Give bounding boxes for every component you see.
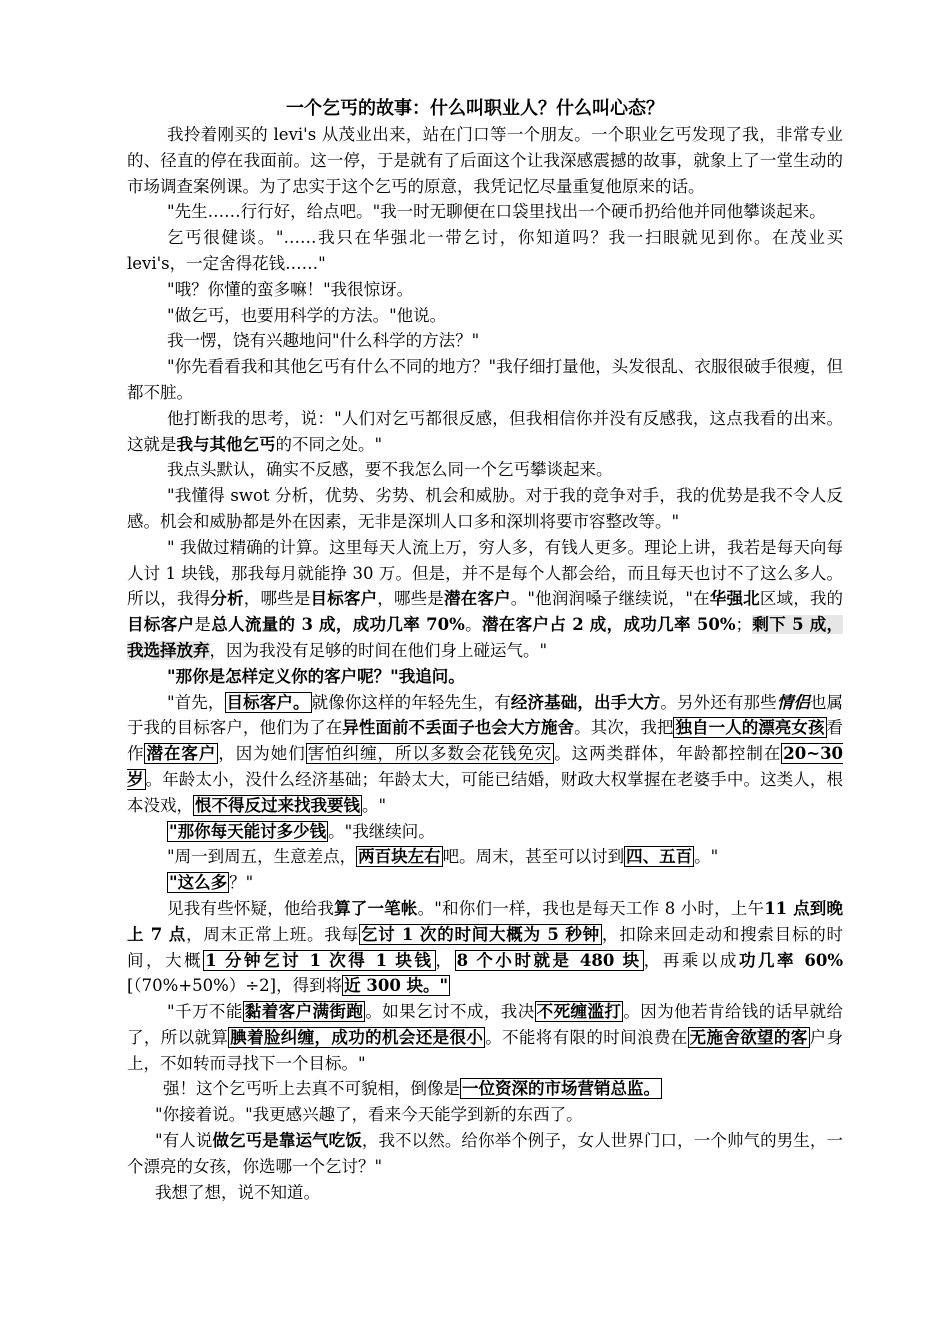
text: [（70%+50%）÷2]，得到将 <box>127 976 343 996</box>
boxed-text: 不死缠滥打 <box>536 1002 622 1022</box>
text: ，哪些是 <box>243 589 311 609</box>
paragraph-16 <box>127 870 843 896</box>
bold-text: 总人流量的 3 成，成功几率 70% <box>211 615 465 635</box>
text: 。" <box>694 847 719 867</box>
paragraph-9: 我点头默认，确实不反感，要不我怎么同一个乞丐攀谈起来。 <box>167 460 613 480</box>
paragraph-11 <box>127 535 843 664</box>
text: 户身上，不如转而寻找下一个目标。" <box>127 1027 844 1073</box>
document-body <box>127 122 843 1205</box>
text: ，扣除来回走动和搜索目标的时间，大概 <box>127 924 844 970</box>
bold-text: 经济基础，出手大方 <box>510 692 661 712</box>
text: 。年龄太小，没什么经济基础；年龄太大，可能已结婚，财政大权掌握在老婆手中。这类人，根本没戏， <box>127 769 844 815</box>
text: 。其次，我把 <box>574 718 674 738</box>
text: ，我不以然。给你举个例子，女人世界门口，一个帅气的男生，一个漂亮的女孩，你选哪一个乞讨？" <box>127 1131 844 1176</box>
document-title: 一个乞丐的故事：什么叫职业人？什么叫心态？ <box>286 98 664 119</box>
text: 他打断我的思考，说："人们对乞丐都很反感，但我相信你并没有反感我，这点我看的出来。这就是 <box>127 408 843 454</box>
boxed-text: 8 个小时就是 480 块 <box>456 950 642 970</box>
text: 。"他润润嗓子继续说，"在 <box>510 589 710 609</box>
text: ，因为她们 <box>218 744 306 764</box>
text: "首先， <box>167 692 225 712</box>
bold-text: 功几率 60% <box>738 950 844 970</box>
text: ，因为我没有足够的时间在他们身上碰运气。" <box>209 640 548 660</box>
bold-text: 潜在客户 <box>444 589 511 609</box>
paragraph-18 <box>127 999 843 1076</box>
paragraph-15 <box>127 844 843 870</box>
bold-text: 潜在客户占 2 成，成功几率 50% <box>481 615 736 635</box>
paragraph-8 <box>127 406 843 458</box>
paragraph-5: "做乞丐，也要用科学的方法。"他说。 <box>167 305 447 325</box>
boxed-text: 近 300 块。" <box>344 976 449 996</box>
boxed-text: "这么多 <box>169 873 228 893</box>
bold-text: 目标客户 <box>127 615 195 635</box>
text: 。" <box>362 795 387 815</box>
paragraph-22: 我想了想，说不知道。 <box>155 1182 320 1202</box>
text: ，哪些是 <box>377 589 444 609</box>
text: 吧。周末，甚至可以讨到 <box>442 847 625 867</box>
text: 。"我继续问。 <box>328 821 435 841</box>
text: 见我有些怀疑，他给我 <box>167 898 335 918</box>
bold-text: 我与其他乞丐 <box>176 434 276 454</box>
boxed-text: 目标客户。 <box>226 692 310 712</box>
paragraph-20: "你接着说。"我更感兴趣了，看来今天能学到新的东西了。 <box>155 1105 583 1125</box>
text: " 我做过精确的计算。这里每天人流上万，穷人多，有钱人更多。理论上讲，我若是每天向每人讨 1 块钱，那我每月就能挣 30 万。但是，并不是每个人都会给，而且每天也讨不了这么多人。所以，我得 <box>127 537 843 609</box>
text: 。另外还有那些 <box>660 692 777 712</box>
text: ， <box>435 950 455 970</box>
boxed-text: 1 分钟乞讨 1 次得 1 块钱 <box>205 950 434 970</box>
highlighted-text: 剩下 5 成，我选择放弃 <box>127 615 844 660</box>
boxed-text: 四、五百 <box>626 847 693 867</box>
paragraph-14 <box>127 819 843 845</box>
boxed-text: 无施舍欲望的客 <box>689 1027 808 1047</box>
paragraph-1: 我拎着刚买的 levi's 从茂业出来，站在门口等一个朋友。一个职业乞丐发现了我，非常专业的、径直的停在我面前。这一停，于是就有了后面这个让我深感震撼的故事，就象上了一堂生动的市场调查案例课。为了忠实于这个乞丐的原意，我凭记忆尽量重复他原来的话。 <box>127 125 843 196</box>
bold-text: 目标客户 <box>310 589 378 609</box>
paragraph-6: 我一愣，饶有兴趣地问"什么科学的方法？" <box>167 331 480 351</box>
paragraph-2: "先生……行行好，给点吧。"我一时无聊便在口袋里找出一个硬币扔给他并同他攀谈起来。 <box>167 202 826 222</box>
boxed-text: 腆着脸纠缠，成功的机会还是很小 <box>230 1027 484 1047</box>
paragraph-21 <box>127 1128 843 1180</box>
text: ？" <box>229 873 254 893</box>
boxed-text: 潜在客户 <box>146 744 217 764</box>
text: 。"和你们一样，我也是每天工作 8 小时，上午 <box>417 898 765 918</box>
bold-text: 算了一笔帐 <box>334 898 418 918</box>
text: 区域，我的 <box>759 589 844 609</box>
text: 。因为他若肯给钱的话早就给了，所以就算 <box>127 1002 844 1047</box>
paragraph-13 <box>127 690 843 819</box>
text: ，再乘以成 <box>643 950 739 970</box>
text: "千万不能 <box>167 1002 243 1022</box>
text: ，周末正常上班。我每 <box>186 924 359 944</box>
boxed-text: 恨不得反过来找我要钱 <box>195 795 360 815</box>
boxed-text: 黏着客户满街跑 <box>244 1002 364 1022</box>
bold-text: 华强北 <box>709 589 760 609</box>
paragraph-7: "你先看看我和其他乞丐有什么不同的地方？"我仔细打量他，头发很乱、衣服很破手很瘦，但都不脏。 <box>127 357 843 402</box>
text: 。不能将有限的时间浪费在 <box>485 1027 688 1047</box>
bold-text: 做乞丐是靠运气吃饭 <box>212 1131 362 1151</box>
text: 强！这个乞丐听上去真不可貌相，倒像是 <box>163 1079 460 1099</box>
paragraph-4: "哦？你懂的蛮多嘛！"我很惊讶。 <box>167 279 414 299</box>
text: ； <box>735 615 753 635</box>
text: 。 <box>464 615 482 635</box>
text: "周一到周五，生意差点， <box>167 847 357 867</box>
boxed-text: 20~30 岁 <box>127 744 844 789</box>
bold-text: 分析 <box>210 589 244 609</box>
boxed-text: 一位资深的市场营销总监。 <box>462 1079 660 1099</box>
text: 。如果乞讨不成，我决 <box>365 1002 535 1022</box>
text: 。这两类群体，年龄都控制在 <box>554 744 782 764</box>
italic-text: 情侣 <box>776 692 810 712</box>
paragraph-17 <box>127 896 843 999</box>
boxed-text: 害怕纠缠，所以多数会花钱免灾 <box>307 744 553 764</box>
text: 也属于我的目标客户，他们为了在 <box>127 692 844 738</box>
paragraph-3: 乞丐很健谈。"……我只在华强北一带乞讨，你知道吗？我一扫眼就见到你。在茂业买 levi's，一定舍得花钱……" <box>127 228 843 273</box>
text: 看作 <box>127 718 844 764</box>
boxed-text: 乞讨 1 次的时间大概为 5 秒钟 <box>360 924 600 944</box>
boxed-text: "那你每天能讨多少钱 <box>169 821 327 841</box>
boxed-text: 两百块左右 <box>358 847 441 867</box>
bold-text: 异性面前不丢面子也会大方施舍 <box>342 718 575 738</box>
bold-text: "那你是怎样定义你的客户呢？"我追问。 <box>167 666 465 686</box>
bold-text: 11 点到晚上 7 点 <box>127 898 844 944</box>
text: 是 <box>194 615 212 635</box>
paragraph-10: "我懂得 swot 分析，优势、劣势、机会和威胁。对于我的竞争对手，我的优势是我不令人反感。机会和威胁都是外在因素，无非是深圳人口多和深圳将要市容整改等。" <box>127 486 843 531</box>
boxed-text: 独自一人的漂亮女孩 <box>675 718 825 738</box>
text: 就像你这样的年轻先生，有 <box>311 692 511 712</box>
text: 的不同之处。" <box>275 434 383 454</box>
text: "有人说 <box>155 1131 213 1151</box>
paragraph-19 <box>127 1076 843 1102</box>
paragraph-12 <box>127 664 843 690</box>
